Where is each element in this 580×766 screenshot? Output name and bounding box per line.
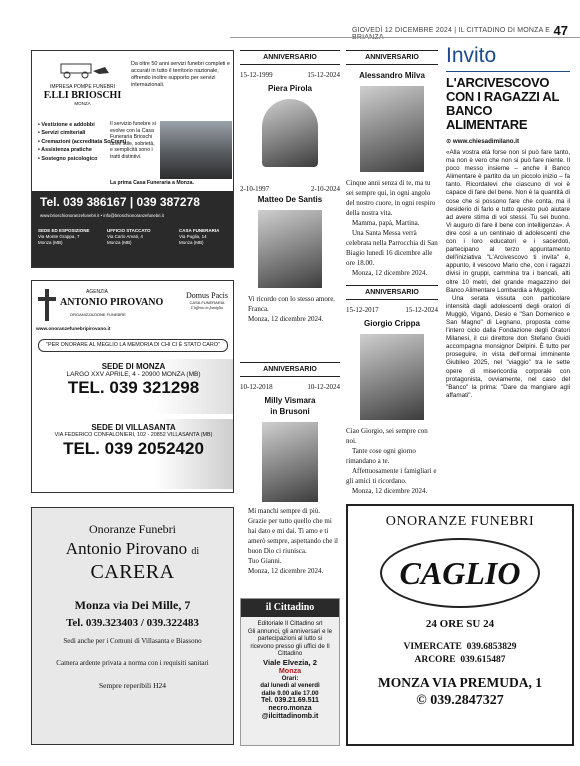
domus-name: Domus Pacis (186, 291, 228, 300)
carera-sedi: Sedi anche per i Comuni di Villasanta e Biassono (63, 637, 202, 645)
portrait-photo (360, 86, 424, 172)
caglio-tel: © 039.2847327 (416, 693, 504, 708)
caglio-logo: CAGLIO (399, 554, 521, 591)
date-from: 15-12-1999 (240, 71, 273, 79)
portrait-photo (262, 422, 318, 502)
cittadino-hours: dalle 9.00 alle 17.00 (261, 689, 319, 697)
cittadino-company: Editoriale Il Cittadino srl (257, 620, 323, 627)
col-title: UFFICIO STACCATO (107, 228, 151, 233)
brioschi-web: www.brioschionoranzefunebri.it • info@brioschionoranzefunebri.it (40, 213, 164, 218)
phone: 039.615487 (460, 655, 506, 665)
anniversary-pirola (240, 50, 340, 355)
cittadino-info: Gli annunci, gli anniversari e le partecipazioni al lutto si ricevono presso gli uffici de Il Cittadino (247, 627, 333, 658)
invito-kicker: Invito (446, 44, 497, 67)
cittadino-orari: Orari: (281, 674, 299, 682)
cross-icon (38, 289, 56, 321)
source-marker-icon: ⊙ (446, 138, 453, 145)
service-item: • Sostegno psicologico (38, 155, 98, 162)
caglio-arcore (348, 655, 572, 665)
brioschi-contact-bar (32, 191, 234, 268)
casa-funeraria-photo (160, 121, 232, 179)
invito-source (446, 138, 570, 145)
brioschi-col-1 (38, 228, 100, 246)
pirovano-name: ANTONIO PIROVANO (60, 297, 164, 308)
date-from: 2-10-1997 (240, 185, 270, 193)
anniversary-head: ANNIVERSARIO (346, 50, 438, 65)
header-rule (230, 37, 580, 38)
col-line: Via Carlo Amati, 4 (107, 234, 143, 239)
brand-city: MONZA (74, 101, 91, 106)
anniversary-head: ANNIVERSARIO (240, 50, 340, 65)
obituary-text-2: Tante cose ogni giorno rimandano a te. (346, 447, 416, 465)
obituary-text-3: Affettuosamente i famigliari e gli amici ti ricordano. (346, 467, 437, 485)
dates-row (240, 71, 340, 79)
cittadino-days: dal lunedì al venerdì (260, 682, 320, 690)
col-line: Monza (MB) (179, 240, 204, 245)
cittadino-addr: Viale Elvezia, 2 (263, 657, 317, 667)
anniversary-head: ANNIVERSARIO (346, 285, 438, 300)
page-header (230, 22, 580, 40)
brand-name: F.LLI BRIOSCHI (43, 90, 122, 101)
caglio-l1: ONORANZE FUNEBRI (385, 514, 535, 529)
date-to: 15-12-2024 (307, 71, 340, 79)
mid-text: Il servizio funebre si evolve con la Casa Funeraria Brioschi dove stile, sobrietà, e semplicità sono i tratti distintivi. (110, 121, 156, 160)
cittadino-tel: Tel. 039.21.69.511 (261, 697, 319, 705)
sede-addr: VIA FEDERICO CONFALONIERI, 102 - 20852 VILLASANTA (MB) (54, 432, 213, 438)
obituary-text-2: Mamma, papà, Martina. (352, 219, 420, 227)
portrait-photo (262, 99, 318, 167)
anniversary-crippa (346, 285, 438, 495)
carera-l2 (32, 539, 233, 559)
col-title: CASA FUNERARIA (179, 228, 220, 233)
caglio-vimercate (348, 642, 572, 652)
date-from: 15-12-2017 (346, 306, 379, 314)
obituary-text: Vi ricordo con lo stesso amore. (248, 295, 336, 303)
invito-body: «Alla vostra età forse non si può fare tanto, ma non è vero che non si può fare niente. Il poco messo insieme – anche il Banco Alimentare è partito da un piccolo inizio – fa tanto. Ricordatevi che ciascuno di voi è capace di fare del bene. Non è la quantità di cose che si possono fare che conta, ma il desiderio di farlo e tutto questo può aiutare ad avere stima di voi stessi. Tu sei buono. Vi auguro di fare il bene con intelligenza». A dire così a un centinaio di adolescenti che con i loro educatori e i sacerdoti, partecipano al terzo appuntamento dell'iniziativa "L'Arcivescovo ti invita" è, appunto, il vescovo Mario che, con i ragazzi divisi in gruppi, cammina tra i bancali, alti oltre 10 metri, del grande magazzino del Banco Alimentare Lombardia a Muggiò. (446, 149, 570, 294)
caglio-logo-oval (380, 538, 540, 608)
obituary-sign: Tuo Gianni. (248, 557, 282, 565)
anniversary-milva (346, 50, 438, 295)
brioschi-logo (36, 59, 129, 119)
date-to: 2-10-2024 (310, 185, 340, 193)
date-to: 15-12-2024 (405, 306, 438, 314)
col-line: Via Monte Grappa, 7 (38, 234, 80, 239)
portrait-photo (258, 210, 322, 288)
deceased-name-2: in Brusoni (270, 407, 310, 416)
dates-row (346, 306, 438, 314)
pirovano-logo (36, 287, 176, 327)
cittadino-email-2: @ilcittadinomb.it (261, 712, 319, 720)
carera-ad (31, 507, 234, 745)
obituary-place: Monza, 12 dicembre 2024. (248, 315, 324, 323)
obituary-text: Mi manchi sempre di più. Grazie per tutto quello che mi hai dato e mi dai. Ti amo e ti amerò sempre, aspettando che il buon Dio ci riunisca. (248, 507, 338, 555)
cittadino-city: Monza (278, 665, 302, 675)
brioschi-top-text: Da oltre 50 anni servizi funebri completi e accurati in tutto il territorio nazionale, offrendo inoltre supporto per servizi internazionali. (131, 61, 230, 88)
pirovano-web: www.onoranzefunebripirovano.it (36, 327, 111, 332)
brand-small: IMPRESA POMPE FUNEBRI (49, 84, 115, 90)
pirovano-sub: ORGANIZZAZIONE FUNEBRE (70, 312, 126, 317)
obituary-text-3: Una Santa Messa verrà celebrata nella Parrocchia di San Biagio lunedì 16 dicembre alle ore 18.00. (346, 229, 438, 267)
source-link[interactable]: www.chiesadimilano.it (452, 138, 520, 145)
agenzia-label: AGENZIA (86, 289, 108, 295)
brioschi-col-2 (107, 228, 169, 246)
col-line: Monza (MB) (107, 240, 132, 245)
city: ARCORE (414, 655, 456, 665)
date-to: 10-12-2024 (307, 383, 340, 391)
caglio-addr: MONZA VIA PREMUDA, 1 (377, 675, 542, 690)
carera-addr: Monza via Dei Mille, 7 (74, 598, 191, 612)
dates-row (240, 383, 340, 391)
carera-tel: Tel. 039.323403 / 039.322483 (66, 617, 199, 629)
deceased-name: Giorgio Crippa (364, 319, 420, 328)
carera-name: Antonio Pirovano (65, 539, 188, 558)
obituary-text: Cinque anni senza di te, ma tu sei sempre qui, in ogni angolo del nostro cuore, in ogni respiro della nostra vita. (346, 179, 436, 217)
header-date: GIOVEDÌ 12 DICEMBRE 2024 | IL CITTADINO DI MONZA E BRIANZA (352, 27, 551, 41)
brioschi-phone: Tel. 039 386167 | 039 387278 (40, 195, 200, 209)
sede-addr: LARGO XXV APRILE, 4 - 20900 MONZA (MB) (66, 371, 201, 378)
sede-title: SEDE DI VILLASANTA (91, 423, 176, 432)
anniversary-vismara (240, 362, 340, 594)
anniversary-head: ANNIVERSARIO (240, 362, 340, 377)
invito-column (446, 44, 570, 494)
pirovano-motto: "PER ONORARE AL MEGLIO LA MEMORIA DI CHI CI È STATO CARO" (38, 339, 228, 352)
obituary-place: Monza, 12 dicembre 2024. (248, 567, 324, 575)
pirovano-ad (31, 280, 234, 493)
deceased-name: Milly Vismara (264, 396, 316, 405)
sede-title: SEDE DI MONZA (101, 362, 166, 371)
brioschi-strong: La prima Casa Funeraria a Monza. (110, 180, 194, 186)
col-line: Monza (MB) (38, 240, 63, 245)
date-from: 10-12-2018 (240, 383, 273, 391)
carera-camera: Camera ardente privata a norma con i requisiti sanitari (56, 659, 209, 667)
sede-tel: TEL. 039 321298 (67, 378, 200, 397)
service-item: • Servizi cimiteriali (38, 130, 86, 137)
obituary-place: Monza, 12 dicembre 2024. (352, 487, 428, 495)
cittadino-email-1: necro.monza (268, 704, 312, 712)
city: VIMERCATE (403, 642, 462, 652)
obituary-text: Ciao Giorgio, sei sempre con noi. (346, 427, 428, 445)
portrait-photo (360, 334, 424, 420)
caglio-ad (346, 504, 574, 746)
service-item: • Vestizione e addobbi (38, 122, 95, 128)
kicker-rule (446, 71, 570, 72)
col-title: SEDE ED ESPOSIZIONE (38, 228, 90, 233)
carera-di: di (191, 546, 200, 557)
brioschi-ad (31, 50, 234, 268)
deceased-name: Piera Pirola (267, 84, 313, 93)
domus-logo (180, 291, 234, 310)
caglio-h24: 24 ORE SU 24 (425, 618, 495, 630)
phone: 039.6853829 (466, 642, 517, 652)
carera-rep: Sempre reperibili H24 (98, 681, 167, 690)
sede-tel: TEL. 039 2052420 (63, 439, 204, 458)
deceased-name: Matteo De Santis (257, 195, 323, 204)
carera-l3: CARERA (90, 561, 175, 583)
carera-l1: Onoranze Funebri (89, 522, 176, 536)
invito-title: L'ARCIVESCOVO CON I RAGAZZI AL BANCO ALIMENTARE (446, 75, 559, 132)
obituary-place: Monza, 12 dicembre 2024. (352, 269, 428, 277)
col-line: Via Puglia, 14 (179, 234, 207, 239)
page-number: 47 (553, 23, 568, 38)
cittadino-box (240, 598, 340, 746)
cittadino-logo: il Cittadino (241, 599, 339, 617)
service-item: • Cremazioni (accreditata SoCrem) (38, 138, 127, 145)
hearse-icon (53, 59, 113, 79)
deceased-name: Alessandro Milva (359, 71, 425, 80)
domus-sub: CASA FUNERARIA (189, 300, 225, 305)
obituary-sign: Franca. (248, 305, 269, 313)
brioschi-mid-text (110, 121, 158, 161)
domus-tag: L'affetto in famiglia (191, 305, 223, 310)
pirovano-villasanta (32, 419, 234, 489)
service-item: • Assistenza pratiche (38, 147, 92, 154)
invito-body-2: Una serata vissuta con particolare intensità dagli adolescenti degli oratori di Muggiò, Viganò, Desio e "San Domenico e San Magno" di Legnano, proposta come l'intero ciclo dalla Fondazione degli Oratori Milanesi, il cui direttore don Stefano Guidi accompagna monsignor Delpini. È tutto per proseguire, in vista dell'ormai imminente Giubileo 2025, nel "viaggio" tra le sette opere di misericordia corporale con protagonista, ovviamente, nel caso del "Banco" la prima: "Dare da mangiare agli affamati". (446, 294, 570, 399)
dates-row (240, 185, 340, 193)
brioschi-col-3 (179, 228, 234, 246)
pirovano-monza (32, 359, 234, 414)
